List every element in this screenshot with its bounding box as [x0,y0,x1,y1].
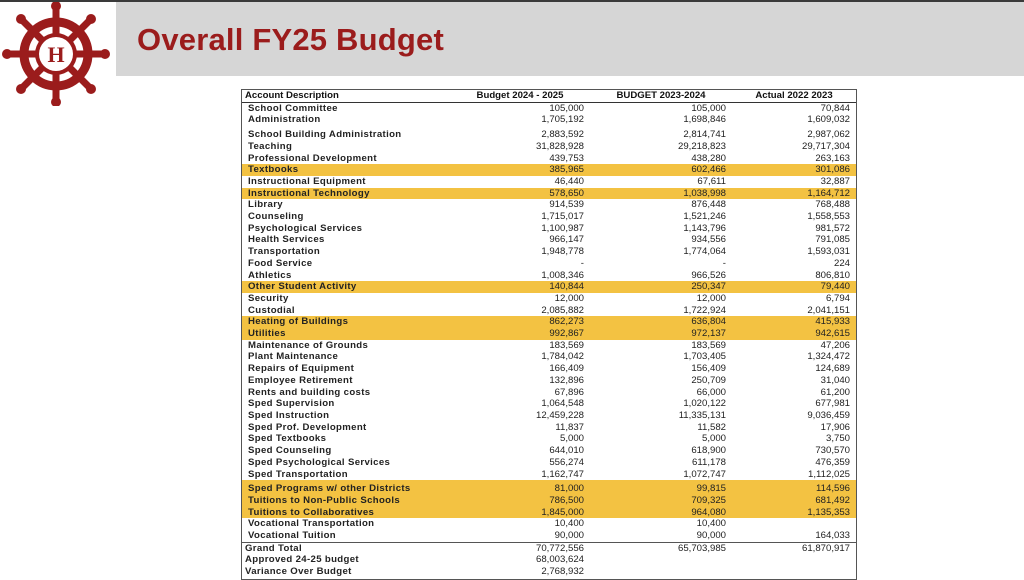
account-description-cell: School Committee [248,102,338,114]
grand-total-budget-2023-2024: 65,703,985 [590,542,732,554]
table-row [242,223,856,235]
account-description-cell: Professional Development [248,152,377,164]
budget-2023-2024-cell: 99,815 [590,480,732,495]
budget-2024-2025-cell: 166,409 [549,363,584,375]
budget-2023-2024-cell: 1,774,064 [683,246,726,258]
table-row [242,328,856,340]
actual-2022-2023-cell: 79,440 [732,281,856,293]
grand-total-actual-2022-2023: 61,870,917 [732,542,856,554]
account-description-cell: Transportation [248,246,321,258]
column-header: Actual 2022 2023 [732,90,856,102]
budget-2024-2025-cell: 914,539 [549,199,584,211]
table-row [242,281,856,293]
account-description-cell: Tuitions to Non-Public Schools [242,495,450,507]
budget-2023-2024-cell: 966,526 [691,269,726,281]
budget-2024-2025-cell: 1,705,192 [541,114,584,126]
actual-2022-2023-cell: 61,200 [820,386,850,398]
account-description-cell: Sped Instruction [248,409,330,421]
column-header: BUDGET 2023-2024 [590,90,732,102]
table-row [242,422,856,434]
account-description-cell: Rents and building costs [248,386,371,398]
budget-2023-2024-cell: 602,466 [590,164,732,176]
budget-2023-2024-cell: 66,000 [696,386,726,398]
actual-2022-2023-cell: 29,717,304 [801,140,850,152]
budget-2024-2025-cell: 1,162,747 [541,468,584,480]
budget-2023-2024-cell: 618,900 [691,445,726,457]
account-description-cell: Security [248,292,289,304]
budget-2024-2025-cell: 132,896 [549,374,584,386]
budget-2023-2024-cell: - [722,257,726,269]
table-row [242,211,856,223]
table-row [242,375,856,387]
grand-total-row [242,542,856,554]
account-description-cell: Vocational Tuition [248,530,337,542]
actual-2022-2023-cell: 791,085 [815,234,850,246]
budget-table [242,90,856,578]
grand-total-budget-2024-2025: 70,772,556 [450,542,590,554]
account-description-cell: School Building Administration [248,129,402,141]
account-description-cell: Teaching [248,140,293,152]
table-row [242,234,856,246]
budget-2023-2024-cell: 972,137 [590,328,732,340]
budget-2023-2024-cell: 636,804 [590,316,732,328]
account-description-cell: Sped Prof. Development [248,421,367,433]
table-row [242,387,856,399]
table-row [242,433,856,445]
budget-2024-2025-cell: 1,948,778 [541,246,584,258]
summary-label: Variance Over Budget [245,566,352,578]
actual-2022-2023-cell: 1,324,472 [807,351,850,363]
budget-2024-2025-cell: 5,000 [559,433,584,445]
budget-2023-2024-cell: 1,521,246 [683,211,726,223]
column-header: Account Description [242,90,450,102]
actual-2022-2023-cell: 415,933 [732,316,856,328]
budget-2024-2025-cell: 2,085,882 [541,304,584,316]
actual-2022-2023-cell: 2,041,151 [807,304,850,316]
actual-2022-2023-cell: 31,040 [820,374,850,386]
actual-2022-2023-cell: 70,844 [820,102,850,114]
budget-2023-2024-cell: 1,722,924 [683,304,726,316]
account-description-cell: Administration [248,114,321,126]
budget-2023-2024-cell: 156,409 [691,363,726,375]
actual-2022-2023-cell: 942,615 [732,328,856,340]
budget-2024-2025-cell: 1,845,000 [450,507,590,519]
budget-2023-2024-cell: 5,000 [701,433,726,445]
actual-2022-2023-cell: 47,206 [820,339,850,351]
budget-2024-2025-cell: 862,273 [450,316,590,328]
actual-2022-2023-cell: 124,689 [815,363,850,375]
account-description-cell: Employee Retirement [248,374,353,386]
budget-2024-2025-cell: 644,010 [549,445,584,457]
table-row [242,445,856,457]
actual-2022-2023-cell: 981,572 [815,222,850,234]
budget-2024-2025-cell: - [580,257,584,269]
actual-2022-2023-cell: 164,033 [815,530,850,542]
table-row [242,518,856,530]
table-row [242,340,856,352]
table-row [242,480,856,495]
budget-2023-2024-cell: 11,582 [697,421,726,433]
account-description-cell: Sped Psychological Services [248,456,391,468]
summary-value: 68,003,624 [535,554,584,566]
summary-row [242,554,856,566]
budget-2023-2024-cell: 2,814,741 [683,129,726,141]
budget-2023-2024-cell: 11,335,131 [678,409,726,421]
account-description-cell: Vocational Transportation [248,518,375,530]
actual-2022-2023-cell: 6,794 [825,292,850,304]
table-row [242,507,856,519]
budget-2024-2025-cell: 67,896 [554,386,584,398]
actual-2022-2023-cell: 2,987,062 [807,129,850,141]
budget-2024-2025-cell: 439,753 [549,152,584,164]
table-row [242,457,856,469]
table-row [242,469,856,481]
budget-2024-2025-cell: 11,837 [555,421,584,433]
budget-2023-2024-cell: 964,080 [590,507,732,519]
table-row [242,351,856,363]
account-description-cell: Athletics [248,269,292,281]
summary-label: Approved 24-25 budget [245,554,359,566]
table-row [242,530,856,542]
actual-2022-2023-cell: 3,750 [825,433,850,445]
budget-2024-2025-cell: 105,000 [549,102,584,114]
account-description-cell: Custodial [248,304,295,316]
actual-2022-2023-cell: 768,488 [815,199,850,211]
account-description-cell: Instructional Technology [242,188,450,200]
table-row [242,126,856,141]
table-row [242,176,856,188]
actual-2022-2023-cell: 32,887 [820,175,850,187]
table-row [242,102,856,114]
table-row [242,188,856,200]
actual-2022-2023-cell: 9,036,459 [807,409,850,421]
budget-2024-2025-cell: 556,274 [549,456,584,468]
budget-2024-2025-cell: 12,459,228 [535,409,584,421]
budget-2023-2024-cell: 250,347 [590,281,732,293]
table-row [242,246,856,258]
actual-2022-2023-cell: 17,906 [820,421,850,433]
budget-2023-2024-cell: 1,143,796 [683,222,726,234]
table-row [242,495,856,507]
budget-2024-2025-cell: 786,500 [450,495,590,507]
budget-2023-2024-cell: 1,038,998 [590,188,732,200]
account-description-cell: Library [248,199,283,211]
account-description-cell: Sped Textbooks [248,433,327,445]
budget-2024-2025-cell: 1,064,548 [541,398,584,410]
budget-2023-2024-cell: 12,000 [696,292,726,304]
budget-2023-2024-cell: 1,703,405 [683,351,726,363]
account-description-cell: Health Services [248,234,325,246]
actual-2022-2023-cell: 301,086 [732,164,856,176]
table-row [242,293,856,305]
budget-2024-2025-cell: 1,008,346 [541,269,584,281]
summary-row [242,566,856,578]
account-description-cell: Tuitions to Collaboratives [242,507,450,519]
budget-2023-2024-cell: 709,325 [590,495,732,507]
budget-2024-2025-cell: 966,147 [549,234,584,246]
table-row [242,164,856,176]
table-row [242,305,856,317]
actual-2022-2023-cell: 263,163 [815,152,850,164]
account-description-cell: Sped Programs w/ other Districts [242,480,450,495]
budget-table-body [242,102,856,578]
budget-2024-2025-cell: 1,100,987 [541,222,584,234]
actual-2022-2023-cell: 1,135,353 [732,507,856,519]
budget-2024-2025-cell: 140,844 [450,281,590,293]
account-description-cell: Counseling [248,211,304,223]
budget-2024-2025-cell: 183,569 [549,339,584,351]
budget-2023-2024-cell: 105,000 [691,102,726,114]
empty-cell [732,554,856,566]
table-row [242,199,856,211]
actual-2022-2023-cell: 1,609,032 [807,114,850,126]
actual-2022-2023-cell: 114,596 [732,480,856,495]
grand-total-label: Grand Total [242,542,450,554]
table-header-row [242,90,856,102]
account-description-cell: Maintenance of Grounds [248,339,369,351]
table-row [242,153,856,165]
actual-2022-2023-cell [732,518,856,530]
empty-cell [590,554,732,566]
logo-letter: H [47,42,65,67]
budget-2023-2024-cell: 250,709 [691,374,726,386]
account-description-cell: Utilities [242,328,450,340]
budget-2023-2024-cell: 1,698,846 [683,114,726,126]
budget-2023-2024-cell: 611,178 [692,456,726,468]
account-description-cell: Instructional Equipment [248,175,366,187]
account-description-cell: Food Service [248,257,313,269]
budget-2023-2024-cell: 1,072,747 [683,468,726,480]
actual-2022-2023-cell: 1,164,712 [732,188,856,200]
account-description-cell: Textbooks [242,164,450,176]
budget-table-container [241,89,857,580]
actual-2022-2023-cell: 476,359 [815,456,850,468]
budget-2024-2025-cell: 1,715,017 [541,211,584,223]
actual-2022-2023-cell: 681,492 [732,495,856,507]
budget-2023-2024-cell: 67,611 [697,175,726,187]
account-description-cell: Sped Supervision [248,398,335,410]
budget-2024-2025-cell: 12,000 [554,292,584,304]
budget-2024-2025-cell: 90,000 [554,530,584,542]
budget-2024-2025-cell: 31,828,928 [535,140,584,152]
budget-2024-2025-cell: 46,440 [554,175,584,187]
budget-2024-2025-cell: 2,883,592 [541,129,584,141]
empty-cell [732,566,856,578]
table-row [242,270,856,282]
account-description-cell: Other Student Activity [242,281,450,293]
account-description-cell: Repairs of Equipment [248,363,355,375]
budget-2023-2024-cell: 876,448 [691,199,726,211]
table-row [242,316,856,328]
actual-2022-2023-cell: 1,558,553 [807,211,850,223]
actual-2022-2023-cell: 677,981 [815,398,850,410]
budget-2023-2024-cell: 90,000 [696,530,726,542]
empty-cell [590,566,732,578]
account-description-cell: Psychological Services [248,222,363,234]
budget-2024-2025-cell: 81,000 [450,480,590,495]
table-row [242,258,856,270]
budget-2024-2025-cell: 385,965 [450,164,590,176]
budget-2023-2024-cell: 438,280 [691,152,726,164]
actual-2022-2023-cell: 224 [833,257,850,269]
ships-wheel-icon [2,2,110,106]
table-row [242,363,856,375]
budget-2023-2024-cell: 183,569 [691,339,726,351]
budget-2023-2024-cell: 29,218,823 [677,140,726,152]
budget-2024-2025-cell: 10,400 [554,518,584,530]
table-row [242,141,856,153]
budget-2023-2024-cell: 1,020,122 [683,398,726,410]
actual-2022-2023-cell: 730,570 [815,445,850,457]
summary-value: 2,768,932 [541,566,584,578]
page-title: Overall FY25 Budget [137,22,445,57]
table-row [242,114,856,126]
account-description-cell: Plant Maintenance [248,351,339,363]
table-row [242,398,856,410]
account-description-cell: Sped Counseling [248,445,332,457]
actual-2022-2023-cell: 1,112,025 [808,468,850,480]
budget-2024-2025-cell: 578,650 [450,188,590,200]
budget-2023-2024-cell: 10,400 [696,518,726,530]
actual-2022-2023-cell: 1,593,031 [807,246,850,258]
actual-2022-2023-cell: 806,810 [815,269,850,281]
account-description-cell: Heating of Buildings [242,316,450,328]
account-description-cell: Sped Transportation [248,468,348,480]
table-row [242,410,856,422]
budget-2024-2025-cell: 992,867 [450,328,590,340]
column-header: Budget 2024 - 2025 [450,90,590,102]
budget-2023-2024-cell: 934,556 [691,234,726,246]
budget-2024-2025-cell: 1,784,042 [541,351,584,363]
